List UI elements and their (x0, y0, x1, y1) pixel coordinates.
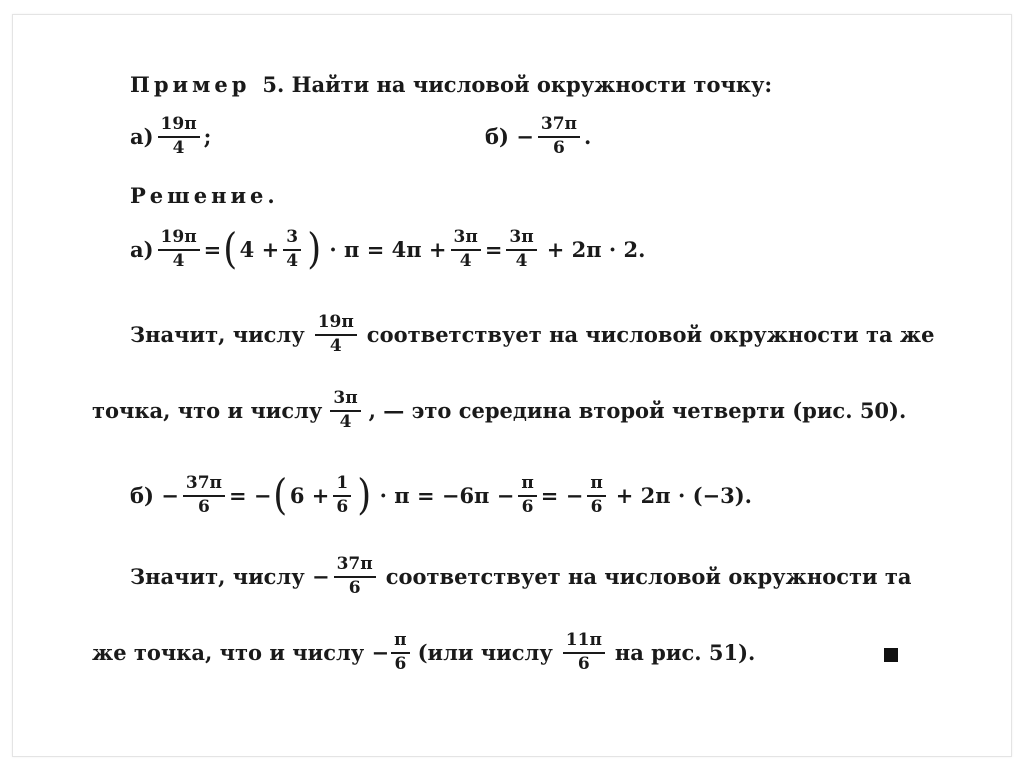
equals-sign: = (203, 236, 222, 262)
equals-minus: = − (540, 482, 584, 508)
task-b-label: б) − (485, 123, 534, 149)
fraction-numerator: 37π (538, 115, 580, 138)
eq-b-inner: 6 + (289, 482, 330, 508)
fraction-numerator: 3π (451, 228, 481, 251)
fraction-denominator: 4 (172, 137, 185, 158)
task-a-label: а) (130, 123, 154, 149)
paren-close: ) (307, 224, 322, 274)
fraction-numerator: 19π (158, 115, 200, 138)
fraction-numerator: 11π (563, 631, 605, 654)
task-a (130, 115, 211, 157)
fraction-denominator: 6 (336, 496, 349, 517)
fraction-numerator: 37π (334, 555, 376, 578)
fraction-numerator: 3π (506, 228, 536, 251)
solution-label: Решение. (130, 183, 279, 208)
text-b-line-1 (130, 555, 912, 597)
fraction (506, 228, 536, 270)
eq-b-label: б) − (130, 482, 179, 508)
fraction (451, 228, 481, 270)
task-b (485, 115, 591, 157)
fraction (158, 228, 200, 270)
task-a-end: ; (203, 123, 212, 149)
fraction-denominator: 6 (590, 496, 603, 517)
text-b1-before: Значит, числу − (130, 563, 330, 589)
text-b2-after: на рис. 51). (614, 639, 756, 665)
equals-sign: = (484, 236, 503, 262)
eq-b-mid: · π = −6π − (379, 482, 515, 508)
fraction-denominator: 4 (339, 411, 352, 432)
fraction (283, 228, 301, 270)
fraction (563, 631, 605, 673)
eq-a-mid: · π = 4π + (329, 236, 447, 262)
eq-a-tail: + 2π · 2. (546, 236, 646, 262)
text-a2-after: , — это середина второй четверти (рис. 50). (368, 397, 907, 423)
paren-open: ( (223, 224, 238, 274)
fraction (183, 474, 225, 516)
fraction-denominator: 6 (348, 577, 361, 598)
example-header (130, 72, 772, 97)
fraction-numerator: 1 (333, 474, 351, 497)
fraction-numerator: 3π (330, 389, 360, 412)
fraction-numerator: 19π (158, 228, 200, 251)
example-label: Пример (130, 72, 251, 97)
task-a-fraction (158, 115, 200, 157)
fraction (391, 631, 409, 673)
equals-minus: = − (228, 482, 272, 508)
text-a1-before: Значит, числу (130, 321, 305, 347)
end-of-proof-square (884, 648, 898, 662)
fraction-numerator: 37π (183, 474, 225, 497)
equation-b (130, 470, 752, 520)
text-b2-mid: (или числу (417, 639, 553, 665)
eq-a-label: а) (130, 236, 154, 262)
paren-close: ) (357, 470, 372, 520)
fraction-numerator: 19π (315, 313, 357, 336)
fraction (330, 389, 360, 431)
fraction (315, 313, 357, 355)
example-text: 5. Найти на числовой окружности точку: (262, 72, 773, 97)
fraction (587, 474, 605, 516)
text-a1-after: соответствует на числовой окружности та же (366, 321, 935, 347)
fraction-denominator: 4 (459, 250, 472, 271)
text-a-line-1 (130, 313, 934, 355)
task-b-end: . (583, 123, 592, 149)
eq-b-tail: + 2π · (−3). (615, 482, 752, 508)
fraction-numerator: π (587, 474, 605, 497)
text-b1-after: соответствует на числовой окружности та (385, 563, 912, 589)
fraction-denominator: 6 (521, 496, 534, 517)
fraction-numerator: 3 (283, 228, 301, 251)
fraction-denominator: 6 (197, 496, 210, 517)
fraction-numerator: π (391, 631, 409, 654)
fraction-denominator: 4 (329, 335, 342, 356)
fraction-denominator: 4 (515, 250, 528, 271)
equation-a (130, 224, 646, 274)
fraction-denominator: 4 (172, 250, 185, 271)
eq-a-inner: 4 + (239, 236, 280, 262)
fraction (333, 474, 351, 516)
text-b2-before: же точка, что и числу − (92, 639, 390, 665)
fraction-numerator: π (518, 474, 536, 497)
fraction-denominator: 6 (394, 653, 407, 674)
fraction-denominator: 6 (552, 137, 565, 158)
fraction (518, 474, 536, 516)
text-a-line-2 (92, 389, 906, 431)
fraction (334, 555, 376, 597)
text-a2-before: точка, что и числу (92, 397, 323, 423)
fraction-denominator: 4 (286, 250, 299, 271)
paren-open: ( (273, 470, 288, 520)
task-b-fraction (538, 115, 580, 157)
fraction-denominator: 6 (577, 653, 590, 674)
text-b-line-2 (92, 631, 755, 673)
